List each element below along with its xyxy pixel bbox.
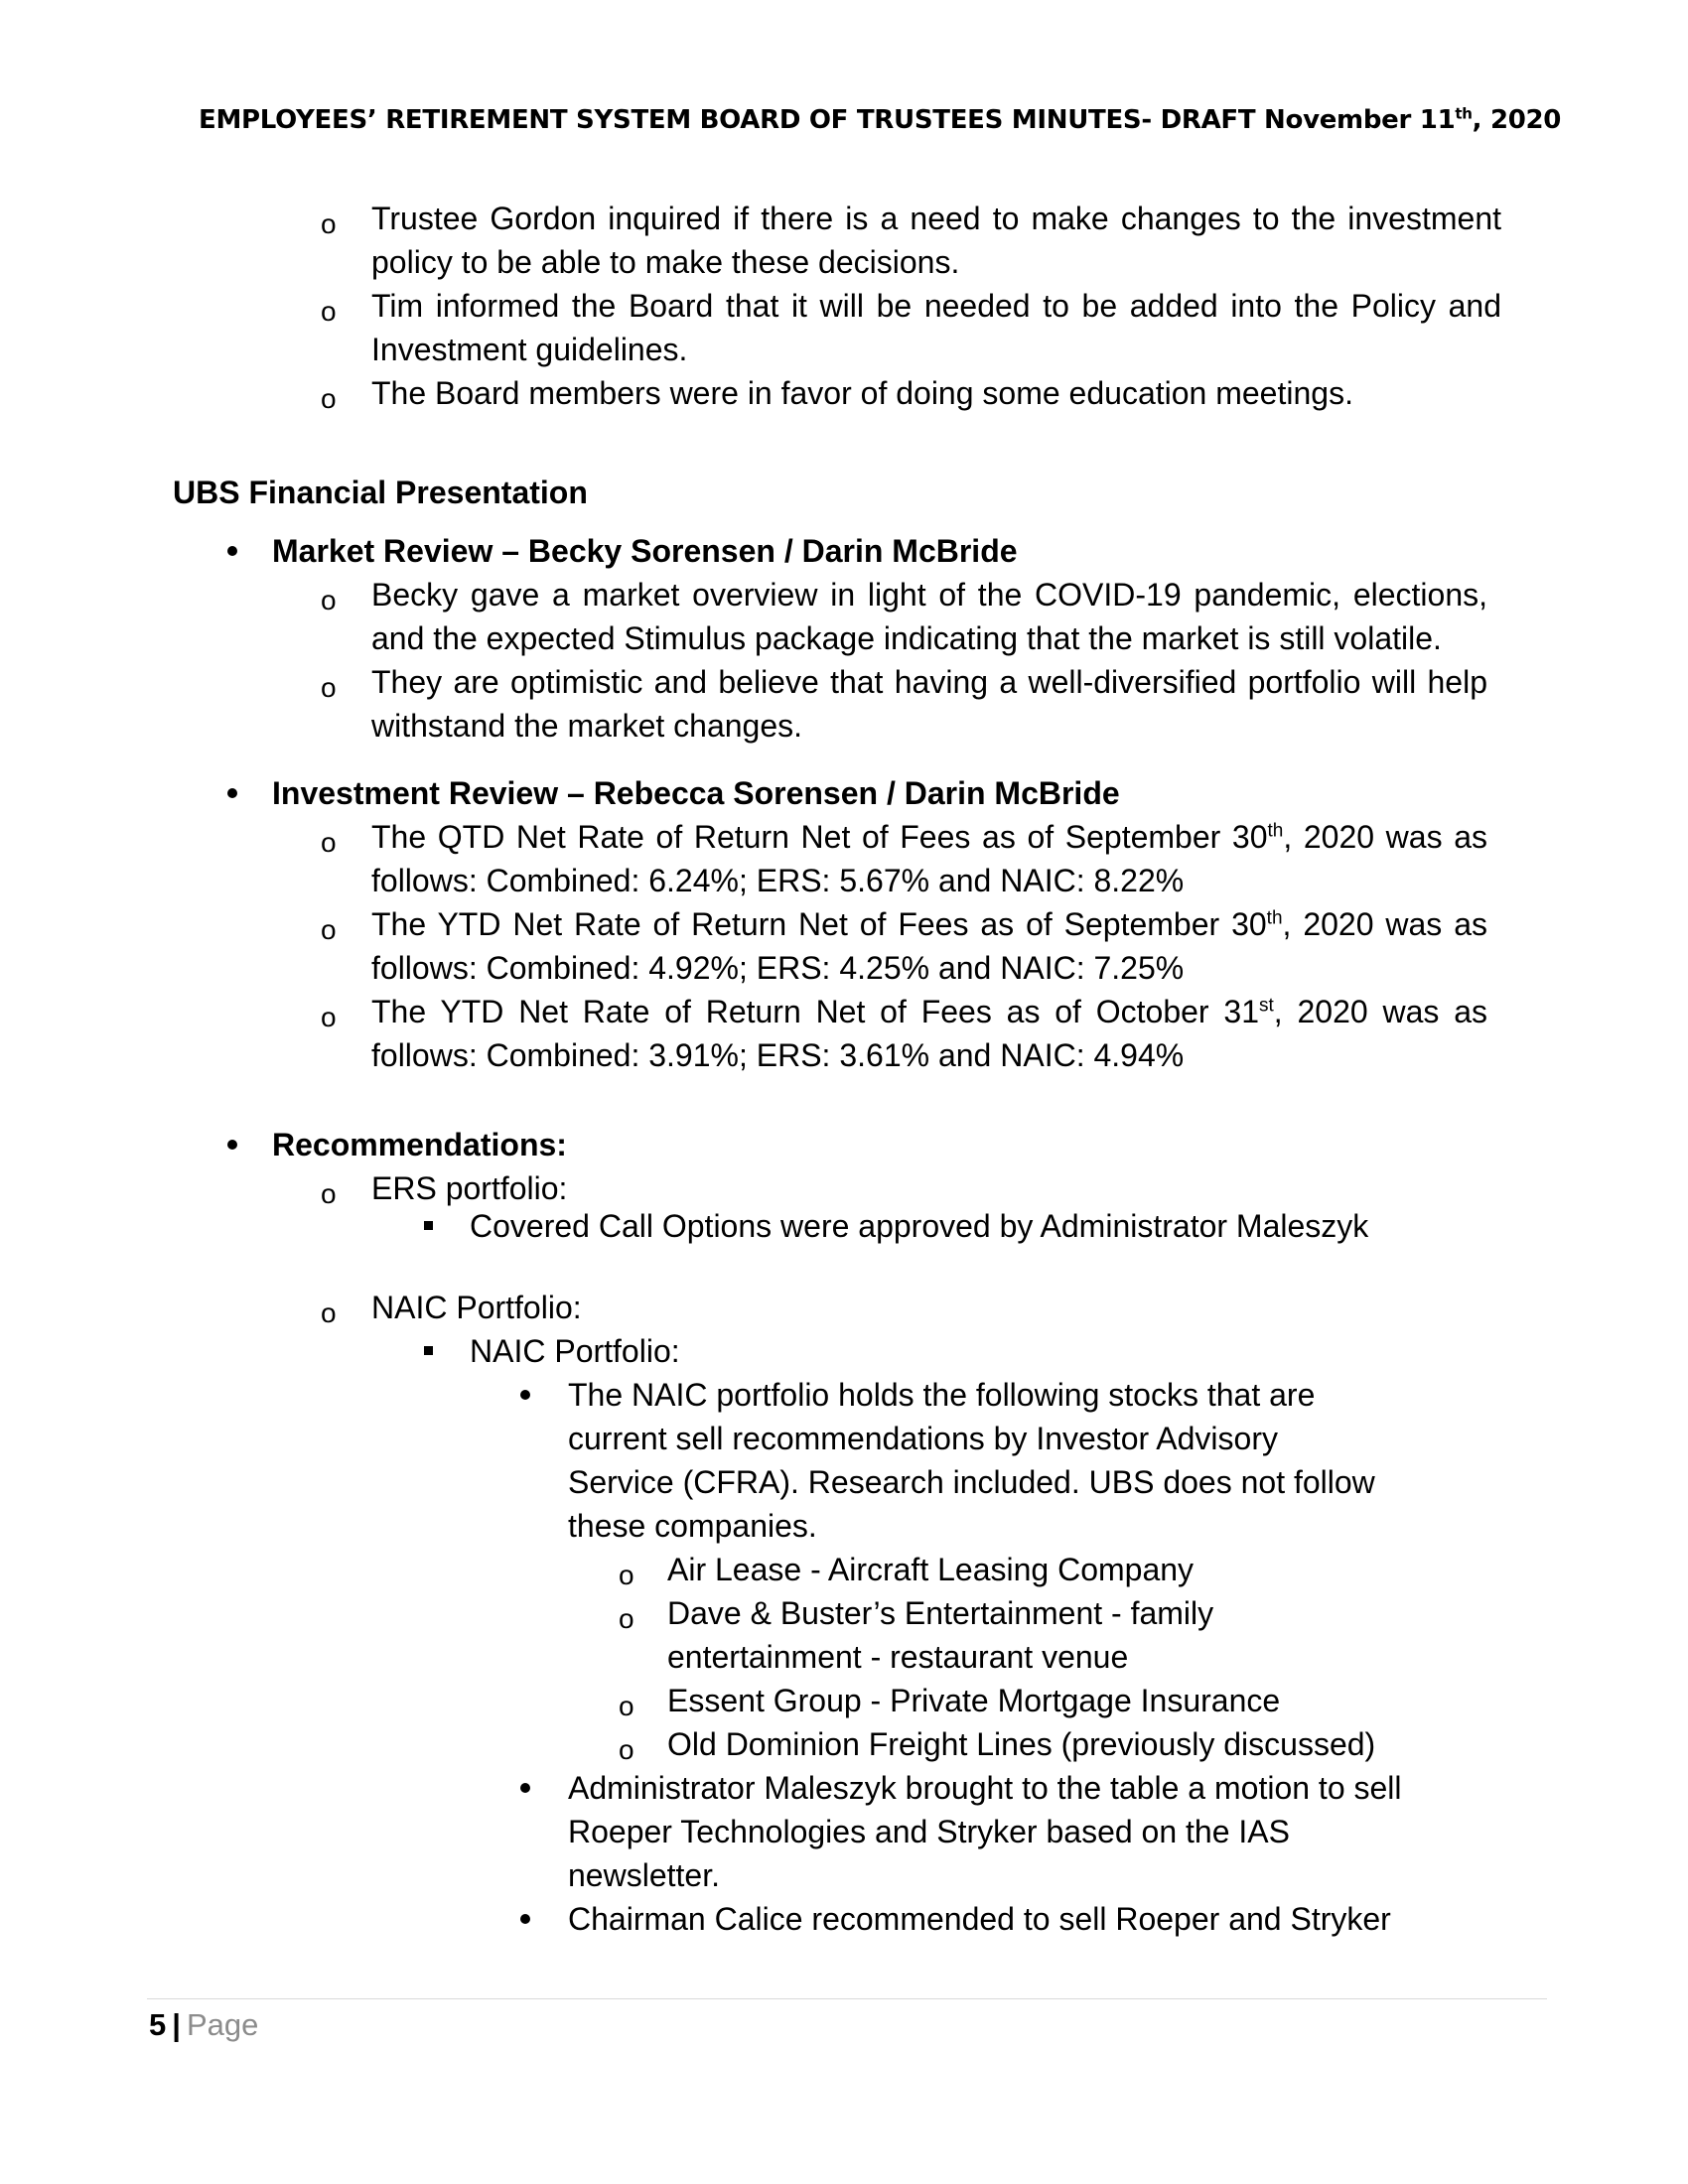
item-text: , 2020 was as follows: Combined: 4.92%; ERS: 4.25% and NAIC: 7.25% [371,906,1488,986]
intro-item: Trustee Gordon inquired if there is a need to make changes to the investment policy to be able to make these decisions. [371,201,1501,280]
investment-review-item [371,815,1487,902]
investment-review-title [272,771,1120,815]
naic-portfolio-label: NAIC Portfolio: [371,1290,582,1325]
naic-point: The NAIC portfolio holds the following stocks that are current sell recommendations by Investor Advisory Service (CFRA). Research included. UBS does not follow these companies. [568,1377,1375,1544]
item-text: The QTD Net Rate of Return Net of Fees as of September 30 [371,819,1268,855]
circle-bullet-icon: o [321,383,337,414]
intro-item: The Board members were in favor of doing some education meetings. [371,375,1353,411]
square-bullet-icon [424,1221,433,1230]
disc-bullet-icon [227,788,237,798]
item-text: , 2020 was as follows: Combined: 6.24%; ERS: 5.67% and NAIC: 8.22% [371,819,1488,898]
item-sup: th [1266,907,1283,929]
circle-bullet-icon: o [321,296,337,327]
header-title-year: , 2020 [1472,105,1562,135]
footer-separator: | [172,2007,181,2042]
market-review-item: Becky gave a market overview in light of the COVID-19 pandemic, elections, and the expected Stimulus package indicating that the market is still volatile. [371,577,1487,656]
ers-portfolio-item: Covered Call Options were approved by Administrator Maleszyk [470,1208,1369,1244]
naic-portfolio-sub-label: NAIC Portfolio: [470,1333,680,1369]
circle-bullet-icon: o [619,1603,634,1634]
item-text: , 2020 was as follows: Combined: 3.91%; ERS: 3.61% and NAIC: 4.94% [371,994,1488,1073]
circle-bullet-icon: o [619,1734,634,1765]
investment-review-item [371,990,1487,1077]
investment-review-title-bold: Investment Review – [272,775,585,811]
naic-point: Administrator Maleszyk brought to the table a motion to sell Roeper Technologies and Stryker based on the IAS newsletter. [568,1770,1402,1893]
circle-bullet-icon: o [321,585,337,615]
circle-bullet-icon: o [321,672,337,703]
circle-bullet-icon: o [321,914,337,945]
stock-item: Essent Group - Private Mortgage Insurance [667,1683,1281,1718]
circle-bullet-icon: o [619,1560,634,1590]
section-heading-ubs: UBS Financial Presentation [173,475,588,510]
intro-item: Tim informed the Board that it will be needed to be added into the Policy and Investment guidelines. [371,288,1501,367]
stock-item: Dave & Buster’s Entertainment - family entertainment - restaurant venue [667,1595,1214,1675]
investment-review-title-rest: Rebecca Sorensen / Darin McBride [584,775,1120,811]
disc-bullet-icon [520,1390,530,1400]
square-bullet-icon [424,1346,433,1355]
disc-bullet-icon [520,1783,530,1793]
stock-item: Old Dominion Freight Lines (previously discussed) [667,1726,1376,1762]
investment-review-item [371,902,1487,990]
page-label: Page [186,2007,259,2042]
item-sup: th [1267,820,1284,842]
recommendations-title: Recommendations: [272,1127,567,1162]
circle-bullet-icon: o [321,1002,337,1032]
page-footer [149,2007,258,2043]
market-review-title: Market Review – Becky Sorensen / Darin McBride [272,533,1018,569]
footer-divider [147,1998,1547,1999]
disc-bullet-icon [227,1140,237,1150]
naic-point: Chairman Calice recommended to sell Roeper and Stryker [568,1901,1391,1937]
document-header [199,104,1562,135]
stock-item: Air Lease - Aircraft Leasing Company [667,1552,1195,1587]
item-text: The YTD Net Rate of Return Net of Fees as of September 30 [371,906,1267,942]
disc-bullet-icon [227,546,237,556]
item-sup: st [1259,995,1274,1017]
circle-bullet-icon: o [321,208,337,239]
ers-portfolio-label: ERS portfolio: [371,1170,568,1206]
circle-bullet-icon: o [619,1691,634,1721]
circle-bullet-icon: o [321,827,337,858]
page-number: 5 [149,2007,167,2042]
circle-bullet-icon: o [321,1297,337,1328]
header-title: EMPLOYEES’ RETIREMENT SYSTEM BOARD OF TRUSTEES MINUTES- DRAFT November 11 [199,105,1456,135]
header-title-sup: th [1455,104,1473,123]
circle-bullet-icon: o [321,1178,337,1209]
disc-bullet-icon [520,1914,530,1924]
market-review-item: They are optimistic and believe that having a well-diversified portfolio will help withstand the market changes. [371,664,1487,744]
item-text: The YTD Net Rate of Return Net of Fees as of October 31 [371,994,1259,1029]
